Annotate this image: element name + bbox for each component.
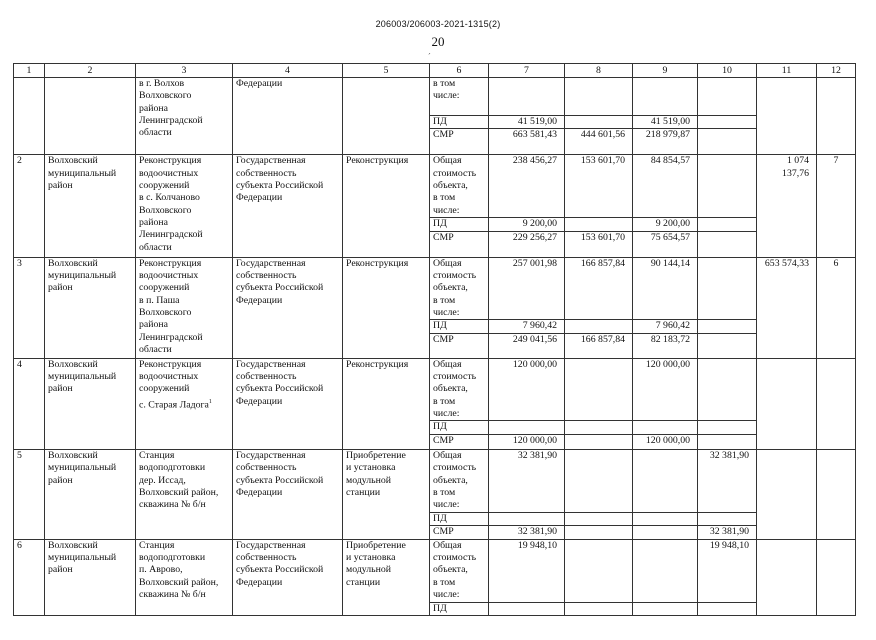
pd-label: ПД xyxy=(430,218,489,231)
smr-label: СМР xyxy=(430,231,489,257)
cell-district xyxy=(45,78,136,155)
cell-work-type xyxy=(343,78,430,155)
cell-ownership: Федерации xyxy=(233,78,343,155)
cell-value: 120 000,00 xyxy=(633,358,698,421)
cell-value xyxy=(698,78,757,116)
cell-cost-label: Общая стоимость объекта, в том числе: xyxy=(430,358,489,421)
cell-value xyxy=(565,320,633,333)
cell-work-type: Реконструкция xyxy=(343,155,430,257)
cell-value: 19 948,10 xyxy=(698,539,757,602)
cell-object: в г. Волхов Волховского района Ленинградской области xyxy=(136,78,233,155)
page-number: 20 xyxy=(431,34,445,49)
cell-value: 249 041,56 xyxy=(489,333,565,358)
cell-value xyxy=(565,358,633,421)
pd-label: ПД xyxy=(430,512,489,525)
smr-label: СМР xyxy=(430,333,489,358)
cell-value: 32 381,90 xyxy=(489,449,565,512)
header-row xyxy=(14,64,856,78)
cell-value xyxy=(698,512,757,525)
cell-value: 444 601,56 xyxy=(565,129,633,155)
cell-value: 9 200,00 xyxy=(489,218,565,231)
cell-col12: 7 xyxy=(817,155,856,257)
cell-work-type: Реконструкция xyxy=(343,358,430,449)
cell-value: 32 381,90 xyxy=(698,449,757,512)
cell-value xyxy=(565,539,633,602)
cell-value xyxy=(489,602,565,615)
cell-value: 120 000,00 xyxy=(489,358,565,421)
cell-col12 xyxy=(817,449,856,539)
header-cell: 8 xyxy=(565,64,633,78)
cell-value: 7 960,42 xyxy=(633,320,698,333)
cell-cost-label: Общая стоимость объекта, в том числе: xyxy=(430,257,489,320)
cell-value xyxy=(565,78,633,116)
cell-value xyxy=(565,449,633,512)
cell-value xyxy=(633,512,698,525)
cell-value xyxy=(698,155,757,218)
header-cell: 4 xyxy=(233,64,343,78)
smr-label: СМР xyxy=(430,129,489,155)
header-cell: 12 xyxy=(817,64,856,78)
header-cell: 2 xyxy=(45,64,136,78)
table-row xyxy=(14,358,856,421)
cell-number xyxy=(14,78,45,155)
cell-value xyxy=(565,218,633,231)
table-row-continuation xyxy=(14,78,856,116)
cell-value: 32 381,90 xyxy=(698,526,757,539)
cell-value xyxy=(633,421,698,434)
scan-mark: ´ xyxy=(428,52,431,61)
cell-value xyxy=(698,257,757,320)
smr-label: СМР xyxy=(430,526,489,539)
cell-value xyxy=(489,421,565,434)
cell-value xyxy=(633,602,698,615)
cell-value xyxy=(698,116,757,129)
cell-value: 120 000,00 xyxy=(489,434,565,449)
cell-value: 7 960,42 xyxy=(489,320,565,333)
cell-value: 84 854,57 xyxy=(633,155,698,218)
cell-value: 153 601,70 xyxy=(565,155,633,218)
cell-value: 120 000,00 xyxy=(633,434,698,449)
cell-value xyxy=(565,116,633,129)
cell-district: Волховский муниципальный район xyxy=(45,358,136,449)
table-row xyxy=(14,155,856,218)
cell-value xyxy=(633,78,698,116)
pd-label: ПД xyxy=(430,320,489,333)
cell-value xyxy=(698,434,757,449)
cell-col11 xyxy=(757,449,817,539)
cell-number: 4 xyxy=(14,358,45,449)
cell-object: Станция водоподготовки дер. Иссад, Волховский район, скважина № б/н xyxy=(136,449,233,539)
cell-value xyxy=(698,421,757,434)
cell-value xyxy=(698,602,757,615)
cell-value xyxy=(565,421,633,434)
cell-value: 229 256,27 xyxy=(489,231,565,257)
cell-work-type: Приобретение и установка модульной станции xyxy=(343,449,430,539)
cell-number: 3 xyxy=(14,257,45,358)
cell-col12 xyxy=(817,78,856,155)
cell-value: 238 456,27 xyxy=(489,155,565,218)
cell-col11 xyxy=(757,539,817,615)
cell-value xyxy=(565,526,633,539)
cell-col12: 6 xyxy=(817,257,856,358)
cell-work-type: Реконструкция xyxy=(343,257,430,358)
cell-col12 xyxy=(817,358,856,449)
cell-value: 41 519,00 xyxy=(489,116,565,129)
cell-value xyxy=(489,78,565,116)
table-row xyxy=(14,539,856,602)
cell-ownership: Государственная собственность субъекта Российской Федерации xyxy=(233,449,343,539)
header-cell: 3 xyxy=(136,64,233,78)
table-row xyxy=(14,449,856,512)
header-cell: 11 xyxy=(757,64,817,78)
cell-value: 32 381,90 xyxy=(489,526,565,539)
cell-ownership: Государственная собственность субъекта Российской Федерации xyxy=(233,358,343,449)
cell-object: Реконструкция водоочистных сооружений в п. Паша Волховского района Ленинградской области xyxy=(136,257,233,358)
document-id: 206003/206003-2021-1315(2) xyxy=(375,19,501,29)
cell-value xyxy=(698,358,757,421)
table-row xyxy=(14,257,856,320)
cell-value: 9 200,00 xyxy=(633,218,698,231)
cell-value: 82 183,72 xyxy=(633,333,698,358)
cell-cost-label: Общая стоимость объекта, в том числе: xyxy=(430,449,489,512)
header-cell: 5 xyxy=(343,64,430,78)
cell-object: Реконструкция водоочистных сооружений в с. Колчаново Волховского района Ленинградской области xyxy=(136,155,233,257)
cell-value xyxy=(698,320,757,333)
cell-col11: 653 574,33 xyxy=(757,257,817,358)
cell-value xyxy=(698,218,757,231)
cell-object xyxy=(136,358,233,449)
pd-label: ПД xyxy=(430,421,489,434)
cell-district: Волховский муниципальный район xyxy=(45,539,136,615)
object-text: Реконструкция водоочистных сооружений с. Старая Ладога xyxy=(139,358,209,411)
cell-col11 xyxy=(757,78,817,155)
cell-value xyxy=(565,602,633,615)
cell-value xyxy=(698,333,757,358)
cell-value xyxy=(489,512,565,525)
cell-cost-label: Общая стоимость объекта, в том числе: xyxy=(430,155,489,218)
cell-value: 75 654,57 xyxy=(633,231,698,257)
cell-col11 xyxy=(757,358,817,449)
cell-value: 218 979,87 xyxy=(633,129,698,155)
header-cell: 9 xyxy=(633,64,698,78)
cell-ownership: Государственная собственность субъекта Российской Федерации xyxy=(233,257,343,358)
cell-work-type: Приобретение и установка модульной станции xyxy=(343,539,430,615)
cell-value: 166 857,84 xyxy=(565,333,633,358)
pd-label: ПД xyxy=(430,602,489,615)
cell-value: 663 581,43 xyxy=(489,129,565,155)
cell-cost-label: Общая стоимость объекта, в том числе: xyxy=(430,539,489,602)
header-cell: 10 xyxy=(698,64,757,78)
cell-district: Волховский муниципальный район xyxy=(45,155,136,257)
cell-cost-label: в том числе: xyxy=(430,78,489,116)
cell-value xyxy=(565,434,633,449)
cell-district: Волховский муниципальный район xyxy=(45,449,136,539)
cell-value: 19 948,10 xyxy=(489,539,565,602)
cell-value xyxy=(565,512,633,525)
cell-district: Волховский муниципальный район xyxy=(45,257,136,358)
header-cell: 7 xyxy=(489,64,565,78)
cell-value xyxy=(698,129,757,155)
cell-value: 90 144,14 xyxy=(633,257,698,320)
cell-ownership: Государственная собственность субъекта Российской Федерации xyxy=(233,155,343,257)
cell-value xyxy=(698,231,757,257)
objects-table xyxy=(13,63,856,616)
cell-col11: 1 074 137,76 xyxy=(757,155,817,257)
cell-value xyxy=(633,449,698,512)
cell-value xyxy=(633,526,698,539)
pd-label: ПД xyxy=(430,116,489,129)
cell-value xyxy=(633,539,698,602)
cell-col12 xyxy=(817,539,856,615)
cell-ownership: Государственная собственность субъекта Российской Федерации xyxy=(233,539,343,615)
cell-number: 5 xyxy=(14,449,45,539)
header-cell: 6 xyxy=(430,64,489,78)
cell-value: 41 519,00 xyxy=(633,116,698,129)
cell-value: 153 601,70 xyxy=(565,231,633,257)
cell-number: 2 xyxy=(14,155,45,257)
header-cell: 1 xyxy=(14,64,45,78)
footnote-mark: 1 xyxy=(208,398,212,405)
cell-object: Станция водоподготовки п. Аврово, Волховский район, скважина № б/н xyxy=(136,539,233,615)
cell-value: 166 857,84 xyxy=(565,257,633,320)
smr-label: СМР xyxy=(430,434,489,449)
cell-number: 6 xyxy=(14,539,45,615)
cell-value: 257 001,98 xyxy=(489,257,565,320)
